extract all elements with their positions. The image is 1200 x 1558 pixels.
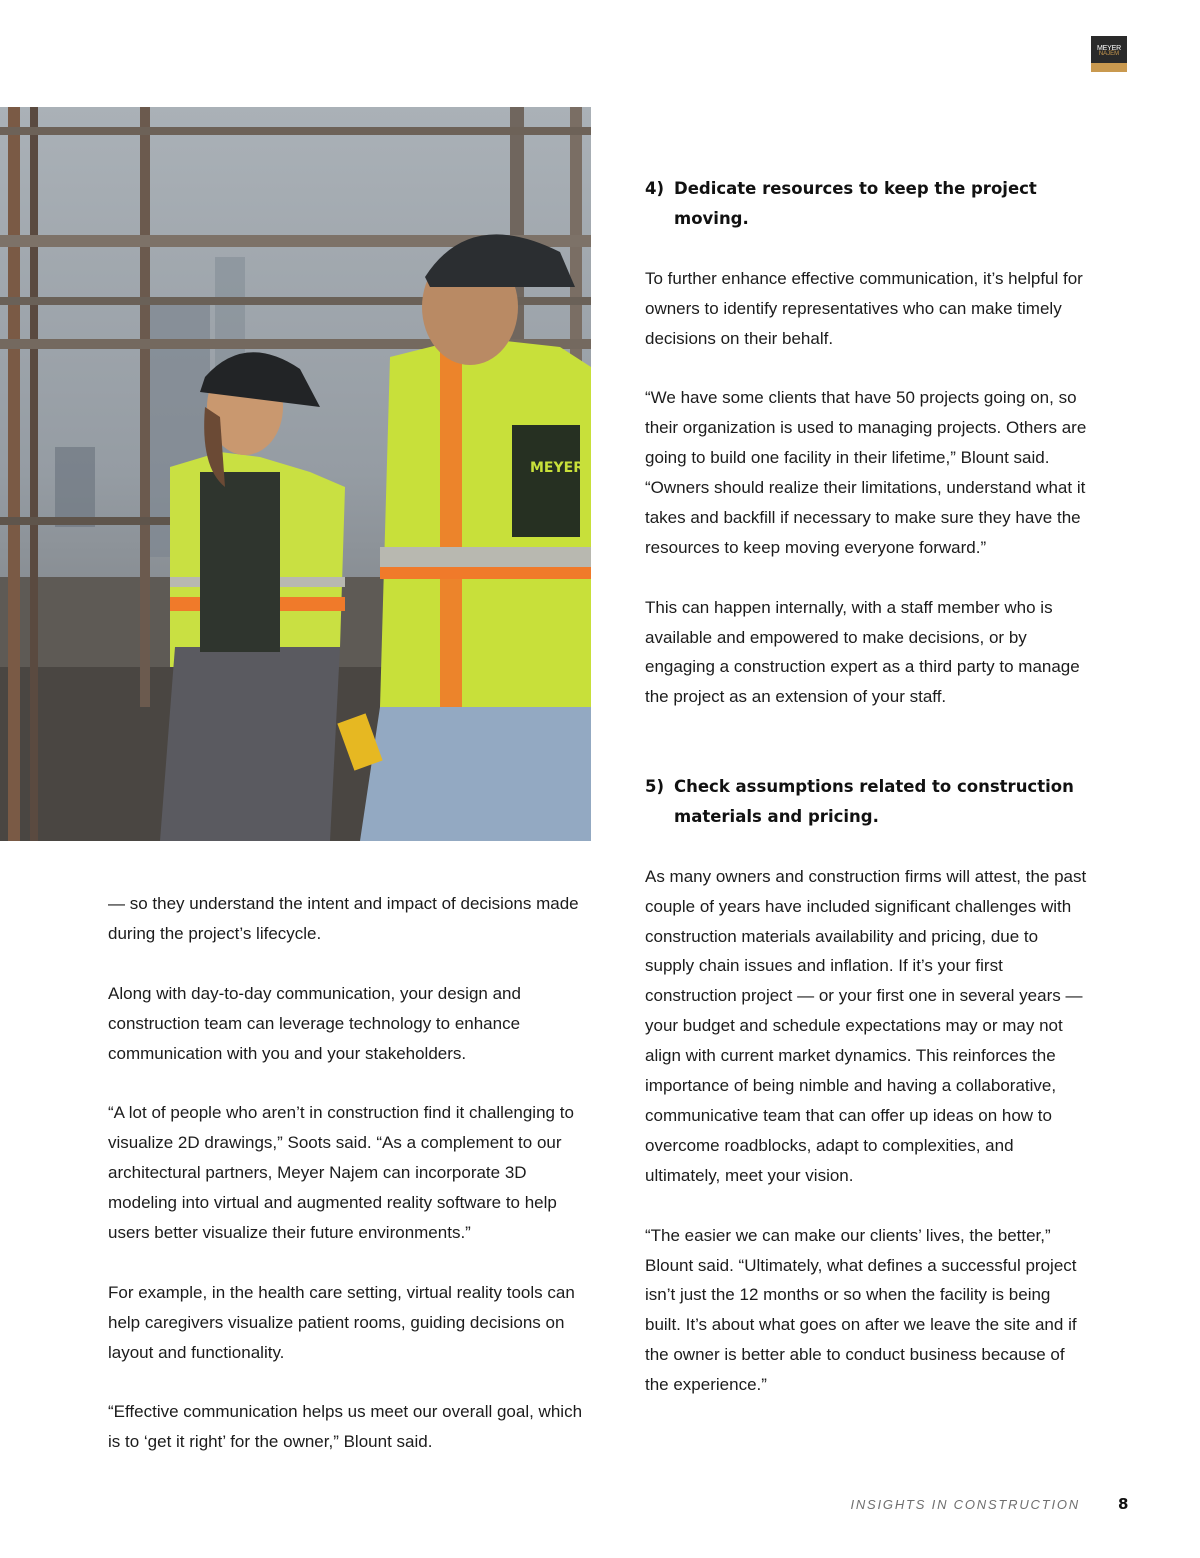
logo-line-1: MEYER xyxy=(1097,45,1121,52)
company-logo xyxy=(1091,36,1127,72)
left-paragraph-3: “A lot of people who aren’t in construction find it challenging to visualize 2D drawings,” Soots said. “As a complement to our architectural partners, Meyer Najem can incorporate 3D modeling into virtual and augmented reality software to help users better visualize their future environments.” xyxy=(108,1103,574,1242)
section-5-paragraph-2: “The easier we can make our clients’ lives, the better,” Blount said. “Ultimately, what defines a successful project isn’t just the 12 months or so when the facility is being built. It’s about what goes on after we leave the site and if the owner is better able to conduct business because of the experience.” xyxy=(645,1225,1077,1395)
footer-publication-name: INSIGHTS IN CONSTRUCTION xyxy=(850,1497,1080,1512)
section-4-paragraph-2: “We have some clients that have 50 projects going on, so their organization is used to managing projects. Others are going to build one facility in their lifetime,” Blount said. “Owners should realize their limitations, understand what it takes and backfill if necessary to make sure they have the resources to keep moving everyone forward.” xyxy=(645,388,1087,557)
page-number: 8 xyxy=(1118,1495,1129,1513)
section-5-heading xyxy=(645,772,1087,832)
section-4-number: 4) xyxy=(645,179,665,198)
vest-logo-text: MEYER xyxy=(530,460,584,476)
left-paragraph-4: For example, in the health care setting, virtual reality tools can help caregivers visualize patient rooms, guiding decisions on layout and functionality. xyxy=(108,1282,575,1362)
left-column xyxy=(108,889,594,1457)
logo-line-2: NAJEM xyxy=(1098,51,1120,57)
right-column xyxy=(645,174,1087,1400)
left-paragraph-5: “Effective communication helps us meet our overall goal, which is to ‘get it right’ for the owner,” Blount said. xyxy=(108,1402,583,1452)
left-paragraph-1: — so they understand the intent and impact of decisions made during the project’s lifecycle. xyxy=(108,894,579,943)
section-5-title: Check assumptions related to construction materials and pricing. xyxy=(674,777,1074,826)
construction-workers-photo xyxy=(0,107,591,841)
section-4-title: Dedicate resources to keep the project moving. xyxy=(674,179,1037,228)
section-4-paragraph-3: This can happen internally, with a staff member who is available and empowered to make decisions, or by engaging a construction expert as a third party to manage the project as an extension of your staff. xyxy=(645,597,1080,707)
section-5-number: 5) xyxy=(645,777,665,797)
left-paragraph-2: Along with day-to-day communication, your design and construction team can leverage technology to enhance communication with you and your stakeholders. xyxy=(108,983,521,1063)
section-5-paragraph-1: As many owners and construction firms will attest, the past couple of years have included significant challenges with construction materials availability and pricing, due to supply chain issues and inflation. If it’s your first construction project — or your first one in several years — your budget and schedule expectations may or may not align with current market dynamics. This reinforces the importance of being nimble and having a collaborative, communicative team that can offer up ideas on how to overcome roadblocks, adapt to complexities, and ultimately, meet your vision. xyxy=(645,866,1087,1185)
section-4-paragraph-1: To further enhance effective communication, it’s helpful for owners to identify representatives who can make timely decisions on their behalf. xyxy=(645,268,1083,348)
logo-gold-bar xyxy=(1091,63,1127,72)
section-4-heading xyxy=(645,174,1087,234)
